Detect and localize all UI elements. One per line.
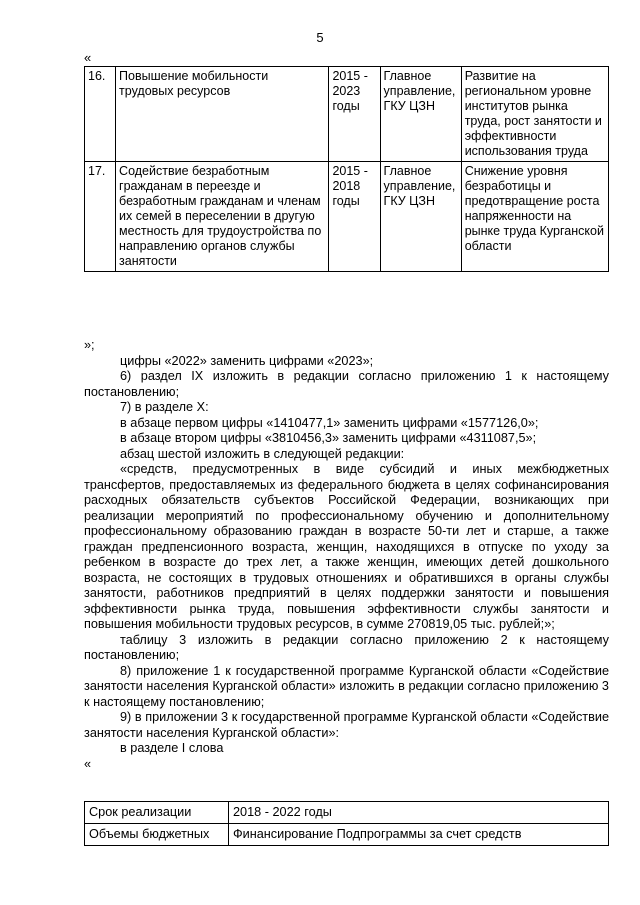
table-row — [85, 802, 609, 824]
paragraph: «средств, предусмотренных в виде субсидий и иных межбюджетных трансфертов, предоставляемых из федерального бюджета в целях софинансирования расходных обязательств субъектов Российской Федерации, возникающих при реализации мероприятий по профессиональному обучению и дополнительному профессиональному образованию граждан в возрасте 50-ти лет и старше, а также граждан предпенсионного возраста, женщин, находящихся в отпуске по уходу за ребенком в возрасте до трех лет, а также женщин, имеющих детей дошкольного возраста, не состоящих в трудовых отношениях и обратившихся в органы службы занятости, работников предприятий в целях поддержки занятости и повышения эффективности рынка труда, повышения эффективности службы занятости и повышения мобильности трудовых ресурсов, в сумме 270819,05 тыс. рублей;»; — [84, 462, 609, 631]
page-number: 5 — [316, 30, 324, 45]
row-number: 16. — [85, 67, 116, 162]
measure-name: Повышение мобильности трудовых ресурсов — [116, 67, 329, 162]
close-quote: »; — [84, 338, 95, 352]
paragraph: цифры «2022» заменить цифрами «2023»; — [120, 353, 374, 368]
open-quote: « — [84, 50, 92, 65]
row-value: 2018 - 2022 годы — [229, 802, 609, 824]
paragraph: 6) раздел IX изложить в редакции согласно приложению 1 к настоящему постановлению; — [84, 369, 609, 399]
row-value: Финансирование Подпрограммы за счет средств — [229, 824, 609, 846]
paragraph: в разделе I слова — [120, 741, 224, 755]
document-body — [84, 338, 609, 772]
paragraph: абзац шестой изложить в следующей редакции: — [120, 446, 405, 461]
measure-years: 2015 - 2023 годы — [329, 67, 380, 162]
table-row — [85, 67, 609, 162]
passport-table — [84, 801, 609, 846]
row-key: Объемы бюджетных — [85, 824, 229, 846]
table-row — [85, 824, 609, 846]
table-row — [85, 162, 609, 272]
measures-table — [84, 66, 609, 272]
paragraph: в абзаце втором цифры «3810456,3» заменить цифрами «4311087,5»; — [120, 431, 537, 445]
paragraph: таблицу 3 изложить в редакции согласно приложению 2 к настоящему постановлению; — [84, 632, 609, 662]
measure-result: Снижение уровня безработицы и предотвращение роста напряженности на рынке труда Курганской области — [461, 162, 608, 272]
measure-name: Содействие безработным гражданам в переезде и безработным гражданам и членам их семей в переселении в другую местность для трудоустройства по направлению органов службы занятости — [116, 162, 329, 272]
open-quote: « — [84, 756, 92, 771]
measure-executor: Главное управление, ГКУ ЦЗН — [380, 67, 461, 162]
paragraph: 9) в приложении 3 к государственной программе Курганской области «Содействие занятости населения Курганской области»: — [84, 710, 609, 740]
paragraph: 7) в разделе X: — [120, 400, 209, 414]
measure-years: 2015 - 2018 годы — [329, 162, 380, 272]
measure-executor: Главное управление, ГКУ ЦЗН — [380, 162, 461, 272]
paragraph: 8) приложение 1 к государственной программе Курганской области «Содействие занятости населения Курганской области» изложить в редакции согласно приложению 3 к настоящему постановлению; — [84, 663, 609, 709]
paragraph: в абзаце первом цифры «1410477,1» заменить цифрами «1577126,0»; — [120, 415, 539, 430]
row-key: Срок реализации — [85, 802, 229, 824]
row-number: 17. — [85, 162, 116, 272]
measure-result: Развитие на региональном уровне институтов рынка труда, рост занятости и эффективности использования труда — [461, 67, 608, 162]
